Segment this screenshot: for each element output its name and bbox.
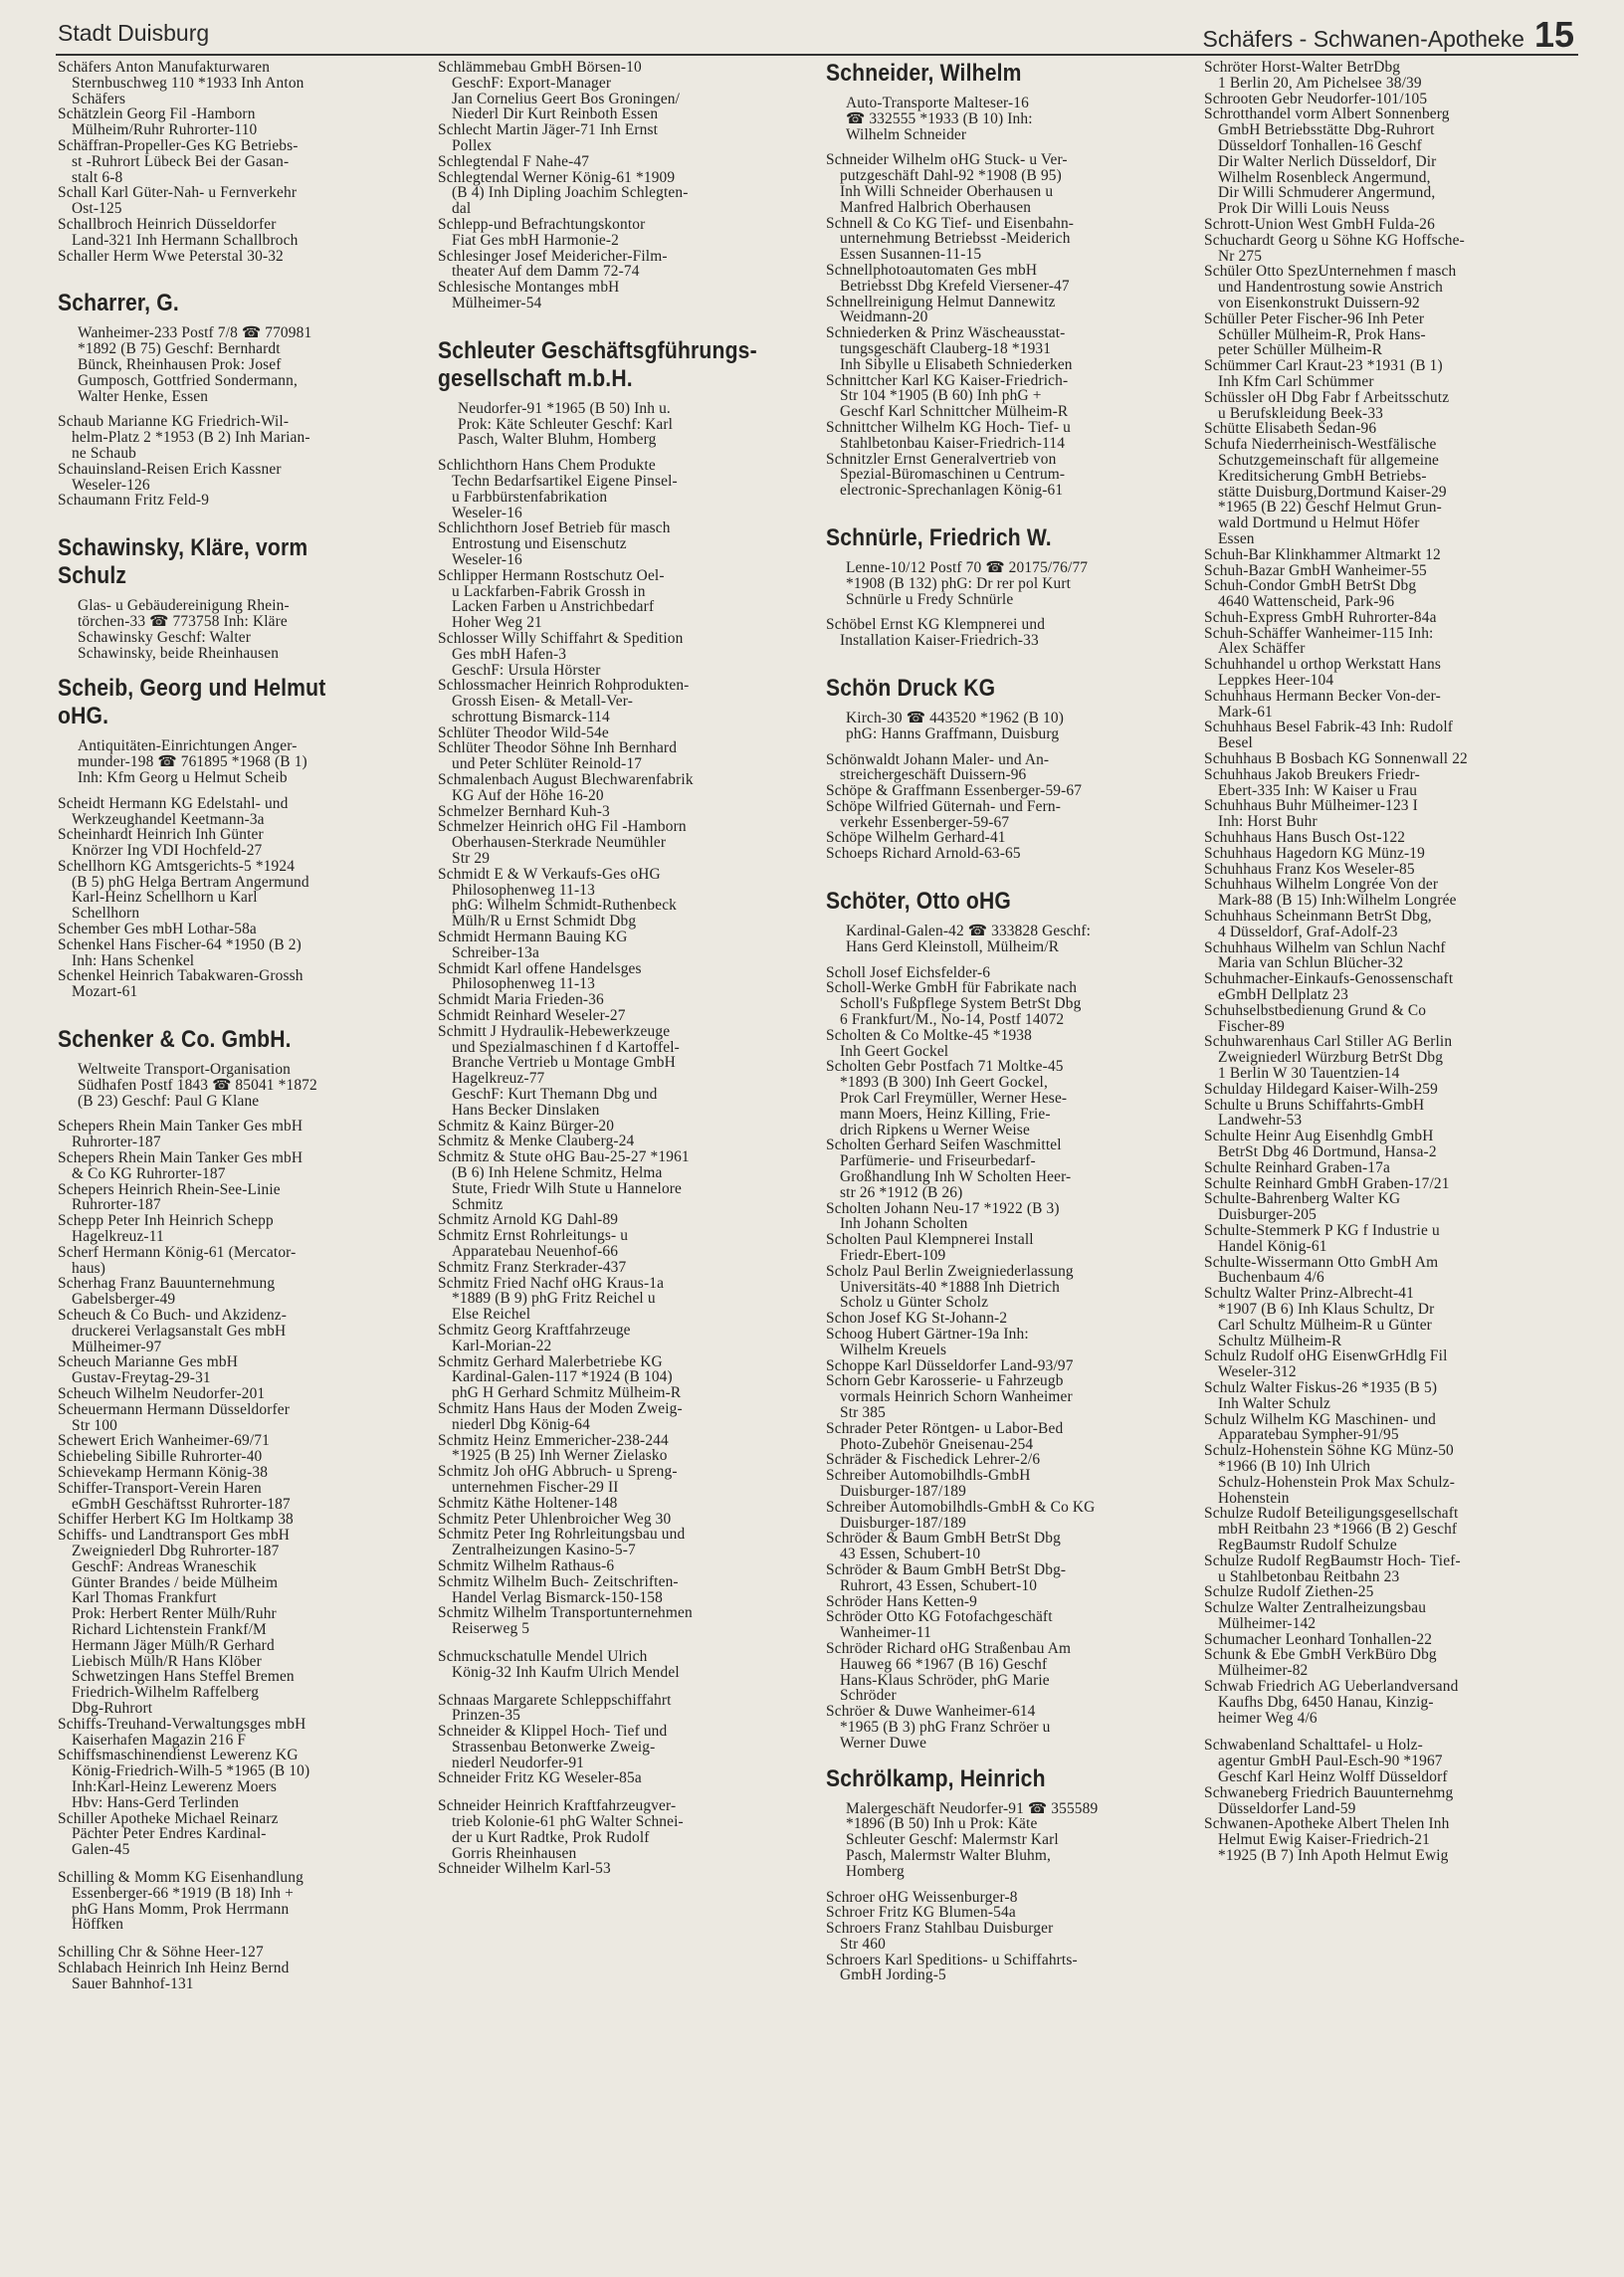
directory-entry: Schreiber Automobilhdls-GmbH & Co KG Duisburger-187/189 (826, 1498, 1096, 1532)
directory-entry: Schauinsland-Reisen Erich Kassner Weseler-126 (58, 460, 282, 494)
directory-entry: Schaub Marianne KG Friedrich-Wil- helm-Platz 2 *1953 (B 2) Inh Marian- ne Schaub (58, 413, 310, 462)
directory-entry: Schultz Walter Prinz-Albrecht-41 *1907 (B 6) Inh Klaus Schultz, Dr Carl Schultz Mülheim-R u Günter Schultz Mülheim-R (1204, 1285, 1435, 1349)
directory-entry: Scholten Gebr Postfach 71 Moltke-45 *1893 (B 300) Inh Geert Gockel, Prok Carl Freymüller, Werner Hese- mann Moers, Heinz Killing, Frie- drich Ripkens u Werner Weise (826, 1058, 1068, 1138)
directory-entry: Schlipper Hermann Rostschutz Oel- u Lackfarben-Fabrik Grossh in Lacken Farben u Anstrichbedarf Hoher Weg 21 (438, 566, 665, 632)
directory-entry: Schmitz Käthe Holtener-148 (438, 1494, 618, 1512)
directory-entry: Schnittcher Karl KG Kaiser-Friedrich- Str 104 *1905 (B 60) Inh phG + Geschf Karl Schnittcher Mülheim-R (826, 371, 1069, 421)
directory-entry: Schoeps Richard Arnold-63-65 (826, 845, 1021, 863)
display-entry-body: Auto-Transporte Malteser-16 ☎ 332555 *1933 (B 10) Inh: Wilhelm Schneider (846, 95, 1033, 143)
directory-entry: Schulte Heinr Aug Eisenhdlg GmbH BetrSt Dbg 46 Dortmund, Hansa-2 (1204, 1128, 1437, 1160)
directory-entry: Scheidt Hermann KG Edelstahl- und Werkzeughandel Keetmann-3a (58, 794, 289, 828)
display-entry-body: Neudorfer-91 *1965 (B 50) Inh u. Prok: Käte Schleuter Geschf: Karl Pasch, Walter Bluhm, Homberg (458, 399, 674, 449)
entry-spacer (438, 1681, 806, 1693)
header-rule (56, 54, 1578, 56)
directory-entry: Schröder & Baum GmbH BetrSt Dbg- Ruhrort, 43 Essen, Schubert-10 (826, 1560, 1067, 1594)
directory-entry: Schütte Elisabeth Sedan-96 (1204, 420, 1377, 438)
directory-entry: Schnellreinigung Helmut Dannewitz Weidmann-20 (826, 293, 1056, 326)
entry-spacer (58, 264, 426, 276)
directory-entry: Schlüter Theodor Söhne Inh Bernhard und Peter Schlüter Reinold-17 (438, 739, 678, 773)
display-entry-body: Malergeschäft Neudorfer-91 ☎ 355589 *1896 (B 50) Inh u Prok: Käte Schleuter Geschf: Malermstr Karl Pasch, Malermstr Walter Bluhm, Homberg (846, 1799, 1099, 1880)
directory-entry: Schulz-Hohenstein Söhne KG Münz-50 *1966 (B 10) Inh Ulrich Schulz-Hohenstein Prok Max Schulz- Hohenstein (1204, 1442, 1456, 1507)
directory-entry: Schmidt Hermann Bauing KG Schreiber-13a (438, 929, 628, 961)
directory-entry: Schrader Peter Röntgen- u Labor-Bed Photo-Zubehör Gneisenau-254 (826, 1419, 1064, 1453)
directory-entry: Schüller Peter Fischer-96 Inh Peter Schüller Mülheim-R, Prok Hans- peter Schüller Mülheim-R (1204, 310, 1426, 359)
directory-entry: Schneider & Klippel Hoch- Tief und Strassenbau Betonwerke Zweig- niederl Neudorfer-91 (438, 1723, 668, 1771)
directory-entry: Schuhhandel u orthop Werkstatt Hans Leppkes Heer-104 (1204, 656, 1441, 690)
page-header-range (1202, 14, 1574, 56)
directory-entry: Schlossmacher Heinrich Rohprodukten- Grossh Eisen- & Metall-Ver- schrottung Bismarck-114 (438, 677, 690, 725)
directory-entry: Schuhhaus Buhr Mülheimer-123 I Inh: Horst Buhr (1204, 797, 1418, 831)
directory-entry: Schröder & Baum GmbH BetrSt Dbg 43 Essen, Schubert-10 (826, 1530, 1061, 1563)
directory-entry: Scholz Paul Berlin Zweigniederlassung Universitäts-40 *1888 Inh Dietrich Scholz u Günter Scholz (826, 1262, 1074, 1312)
directory-entry: Schellhorn KG Amtsgerichts-5 *1924 (B 5) phG Helga Bertram Angermund Karl-Heinz Schellhorn u Karl Schellhorn (58, 857, 309, 923)
directory-entry: Scherf Hermann König-61 (Mercator- haus) (58, 1243, 297, 1277)
directory-entry: Schlichthorn Hans Chem Produkte Techn Bedarfsartikel Eigene Pinsel- u Farbbürstenfabrikation Weseler-16 (438, 457, 678, 521)
directory-entry: Schulte-Bahrenberg Walter KG Duisburger-205 (1204, 1190, 1401, 1224)
directory-entry: Schenkel Heinrich Tabakwaren-Grossh Mozart-61 (58, 967, 304, 1001)
directory-entry: Schiffsmaschinendienst Lewerenz KG König-Friedrich-Wilh-5 *1965 (B 10) Inh:Karl-Heinz Lewerenz Moers Hbv: Hans-Gerd Terlinden (58, 1747, 310, 1811)
directory-entry: Scholten Gerhard Seifen Waschmittel Parfümerie- und Friseurbedarf- Großhandlung Inh W Scholten Heer- str 26 *1912 (B 26) (826, 1137, 1072, 1201)
directory-entry: Scheuermann Hermann Düsseldorfer Str 100 (58, 1400, 291, 1434)
directory-entry: Schmitz Wilhelm Buch- Zeitschriften- Handel Verlag Bismarck-150-158 (438, 1572, 679, 1606)
directory-entry: Schmitz Joh oHG Abbruch- u Spreng- unternehmen Fischer-29 II (438, 1463, 678, 1496)
directory-entry: Schmitz Georg Kraftfahrzeuge Karl-Morian-22 (438, 1321, 631, 1354)
directory-entry: Schmitz Wilhelm Transportunternehmen Reiserweg 5 (438, 1604, 693, 1638)
directory-entry: Schunk & Ebe GmbH VerkBüro Dbg Mülheimer-82 (1204, 1646, 1437, 1680)
directory-entry: Schüler Otto SpezUnternehmen f masch und Handentrostung sowie Anstrich von Eisenkonstrukt Duissern-92 (1204, 263, 1457, 311)
directory-entry: Schuhwarenhaus Carl Stiller AG Berlin Zweigniederl Würzburg BetrSt Dbg 1 Berlin W 30 Tauentzien-14 (1204, 1033, 1453, 1082)
directory-entry: Schufa Niederrheinisch-Westfälische Schutzgemeinschaft für allgemeine Kreditsicherung GmbH Betriebs- stätte Duisburg,Dortmund Kaiser-29 *1965 (B 22) Geschf Helmut Grun- wald Dortmund u Helmut Höfer Essen (1204, 436, 1447, 547)
directory-entry: Schaller Herm Wwe Peterstal 30-32 (58, 247, 284, 265)
page-header-city: Stadt Duisburg (58, 20, 210, 46)
directory-entry: Schuh-Bar Klinkhammer Altmarkt 12 (1204, 545, 1441, 563)
directory-entry: Schmelzer Heinrich oHG Fil -Hamborn Oberhausen-Sterkrade Neumühler Str 29 (438, 818, 687, 868)
page-header-range-text: Schäfers - Schwanen-Apotheke (1202, 26, 1524, 52)
display-entry-body: Glas- u Gebäudereinigung Rhein- törchen-33 ☎ 773758 Inh: Kläre Schawinsky Geschf: Walter Schawinsky, beide Rheinhausen (78, 597, 290, 662)
display-entry-body: Wanheimer-233 Postf 7/8 ☎ 770981 *1892 (B 75) Geschf: Bernhardt Bünck, Rheinhausen Prok: Josef Gumposch, Gottfried Sondermann, Walter Henke, Essen (78, 324, 312, 405)
directory-entry: Schlesinger Josef Meidericher-Film- theater Auf dem Damm 72-74 (438, 247, 668, 281)
directory-entry: Schmitz Heinz Emmericher-238-244 *1925 (B 25) Inh Werner Zielasko (438, 1431, 669, 1465)
directory-entry: Schröder Otto KG Fotofachgeschäft Wanheimer-11 (826, 1608, 1053, 1642)
directory-entry: Schmitz Hans Haus der Moden Zweig- niederl Dbg König-64 (438, 1399, 683, 1433)
directory-entry: Scherhag Franz Bauunternehmung Gabelsberger-49 (58, 1275, 276, 1309)
directory-entry: Schorn Gebr Karosserie- u Fahrzeugb vormals Heinrich Schorn Wanheimer Str 385 (826, 1372, 1073, 1421)
entry-spacer (58, 509, 426, 520)
directory-entry: Schmitz Wilhelm Rathaus-6 (438, 1556, 615, 1574)
directory-entry: Schulze Rudolf Beteiligungsgesellschaft mbH Reitbahn 23 *1966 (B 2) Geschf RegBaumstr Rudolf Schulze (1204, 1505, 1459, 1553)
directory-entry: Schroer oHG Weissenburger-8 (826, 1888, 1018, 1906)
directory-entry: Schmitz Peter Uhlenbroicher Weg 30 (438, 1510, 672, 1528)
directory-entry: Schuhhaus B Bosbach KG Sonnenwall 22 (1204, 750, 1468, 768)
directory-entry: Schönwaldt Johann Maler- und An- streichergeschäft Duissern-96 (826, 750, 1050, 784)
directory-entry: Schoog Hubert Gärtner-19a Inh: Wilhelm Kreuels (826, 1326, 1029, 1358)
directory-entry: Schall Karl Güter-Nah- u Fernverkehr Ost-125 (58, 184, 298, 218)
directory-entry: Schuhhaus Besel Fabrik-43 Inh: Rudolf Besel (1204, 719, 1454, 752)
directory-entry: Schroers Karl Speditions- u Schiffahrts- GmbH Jording-5 (826, 1951, 1078, 1984)
directory-entry: Schulze Rudolf Ziethen-25 (1204, 1583, 1374, 1601)
directory-entry: Schuhhaus Scheinmann BetrSt Dbg, 4 Düsseldorf, Graf-Adolf-23 (1204, 908, 1432, 940)
directory-entry: Schroer Fritz KG Blumen-54a (826, 1904, 1016, 1922)
directory-entry: Scheinhardt Heinrich Inh Günter Knörzer Ing VDI Hochfeld-27 (58, 826, 264, 860)
directory-entry: Schulte-Wissermann Otto GmbH Am Buchenbaum 4/6 (1204, 1253, 1439, 1287)
directory-entry: Scheuch Marianne Ges mbH Gustav-Freytag-29-31 (58, 1353, 238, 1387)
directory-entry: Schuhmacher-Einkaufs-Genossenschaft eGmbH Dellplatz 23 (1204, 970, 1454, 1004)
display-entry-body: Antiquitäten-Einrichtungen Anger- munder-198 ☎ 761895 *1968 (B 1) Inh: Kfm Georg u Helmut Scheib (78, 737, 307, 786)
directory-entry: Schewert Erich Wanheimer-69/71 (58, 1432, 270, 1450)
display-entry-heading: Schön Druck KG (826, 674, 996, 702)
directory-entry: Schröder Richard oHG Straßenbau Am Hauweg 66 *1967 (B 16) Geschf Hans-Klaus Schröder, phG Marie Schröder (826, 1639, 1072, 1705)
display-entry-heading: Schenker & Co. GmbH. (58, 1026, 292, 1054)
directory-entry: Schiffs-Treuhand-Verwaltungsges mbH Kaiserhafen Magazin 216 F (58, 1715, 306, 1749)
display-entry-body: Kardinal-Galen-42 ☎ 333828 Geschf: Hans Gerd Kleinstoll, Mülheim/R (846, 923, 1092, 955)
directory-entry: Schniederken & Prinz Wäscheausstat- tungsgeschäft Clauberg-18 *1931 Inh Sibylle u Elisabeth Schniederken (826, 324, 1073, 373)
directory-entry: Schievekamp Hermann König-38 (58, 1463, 269, 1481)
directory-entry: Schuchardt Georg u Söhne KG Hoffsche- Nr 275 (1204, 231, 1465, 265)
directory-entry: Schulze Walter Zentralheizungsbau Mülheimer-142 (1204, 1599, 1427, 1632)
column-2 (438, 60, 806, 1877)
directory-entry: Schneider Heinrich Kraftfahrzeugver- trieb Kolonie-61 phG Walter Schnei- der u Kurt Radtke, Prok Rudolf Gorris Rheinhausen (438, 1797, 684, 1862)
display-entry-heading: Schneider, Wilhelm (826, 60, 1022, 87)
directory-entry: Schlabach Heinrich Inh Heinz Bernd Sauer Bahnhof-131 (58, 1959, 290, 1992)
directory-entry: Schmuckschatulle Mendel Ulrich König-32 Inh Kaufm Ulrich Mendel (438, 1647, 680, 1681)
entry-spacer (438, 311, 806, 323)
directory-entry: Schuhhaus Franz Kos Weseler-85 (1204, 860, 1415, 878)
directory-entry: Schmelzer Bernhard Kuh-3 (438, 802, 610, 820)
directory-entry: Schiffer-Transport-Verein Haren eGmbH Geschäftsst Ruhrorter-187 (58, 1479, 291, 1513)
directory-entry: Schlosser Willy Schiffahrt & Spedition Ges mbH Hafen-3 GeschF: Ursula Hörster (438, 629, 684, 679)
directory-entry: Schenkel Hans Fischer-64 *1950 (B 2) Inh: Hans Schenkel (58, 935, 302, 969)
display-entry-heading: Schawinsky, Kläre, vorm Schulz (58, 534, 308, 590)
directory-entry: Schumacher Leonhard Tonhallen-22 (1204, 1630, 1433, 1648)
directory-entry: Schuhhaus Hagedorn KG Münz-19 (1204, 844, 1425, 862)
directory-entry: Schmidt E & W Verkaufs-Ges oHG Philosophenweg 11-13 phG: Wilhelm Schmidt-Ruthenbeck Mülh/R u Ernst Schmidt Dbg (438, 865, 678, 931)
directory-entry: Schäffran-Propeller-Ges KG Betriebs- st -Ruhrort Lübeck Bei der Gasan- stalt 6-8 (58, 136, 299, 186)
directory-entry: Schöbel Ernst KG Klempnerei und Installation Kaiser-Friedrich-33 (826, 616, 1046, 650)
directory-entry: Schmitz Arnold KG Dahl-89 (438, 1211, 619, 1229)
directory-entry: Schuhhaus Hans Busch Ost-122 (1204, 829, 1406, 847)
entry-spacer (826, 862, 1194, 874)
directory-entry: Schoppe Karl Düsseldorfer Land-93/97 (826, 1356, 1074, 1374)
directory-entry: Schmitz & Stute oHG Bau-25-27 *1961 (B 6) Inh Helene Schmitz, Helma Stute, Friedr Wilh Stute u Hannelore Schmitz (438, 1148, 690, 1213)
directory-entry: Schümmer Carl Kraut-23 *1931 (B 1) Inh Kfm Carl Schümmer (1204, 357, 1443, 390)
directory-entry: Schmitz Fried Nachf oHG Kraus-1a *1889 (B 9) phG Fritz Reichel u Else Reichel (438, 1274, 665, 1324)
directory-entry: Schneider Wilhelm Karl-53 (438, 1860, 611, 1878)
directory-entry: Schepers Rhein Main Tanker Ges mbH & Co KG Ruhrorter-187 (58, 1149, 304, 1182)
directory-entry: Schulze Rudolf RegBaumstr Hoch- Tief- u Stahlbetonbau Reitbahn 23 (1204, 1552, 1461, 1585)
directory-entry: Schnellphotoautomaten Ges mbH Betriebsst Dbg Krefeld Viersener-47 (826, 261, 1070, 295)
directory-entry: Scheuch Wilhelm Neudorfer-201 (58, 1385, 266, 1402)
directory-entry: Schmitz Franz Sterkrader-437 (438, 1258, 627, 1276)
directory-entry: Schon Josef KG St-Johann-2 (826, 1310, 1008, 1328)
directory-entry: Schroers Franz Stahlbau Duisburger Str 460 (826, 1920, 1054, 1953)
column-1 (58, 60, 426, 1991)
directory-entry: Schiebeling Sibille Ruhrorter-40 (58, 1448, 263, 1466)
directory-entry: Schmalenbach August Blechwarenfabrik KG Auf der Höhe 16-20 (438, 771, 694, 804)
display-entry-heading: Schrölkamp, Heinrich (826, 1764, 1046, 1792)
directory-entry: Schöpe & Graffmann Essenberger-59-67 (826, 782, 1083, 800)
entry-spacer (826, 649, 1194, 661)
directory-entry: Schaumann Fritz Feld-9 (58, 492, 210, 510)
display-entry-body: Lenne-10/12 Postf 70 ☎ 20175/76/77 *1908 (B 132) phG: Dr rer pol Kurt Schnürle u Fredy Schnürle (846, 558, 1089, 608)
directory-entry: Schuhhaus Wilhelm Longrée Von der Mark-88 (B 15) Inh:Wilhelm Longrée (1204, 876, 1457, 910)
display-entry-heading: Schleuter Geschäftsgführungs- gesellschaft m.b.H. (438, 336, 757, 392)
directory-entry: Schrooten Gebr Neudorfer-101/105 (1204, 90, 1428, 107)
directory-entry: Schulz Rudolf oHG EisenwGrHdlg Fil Weseler-312 (1204, 1347, 1448, 1381)
directory-entry: Scholl Josef Eichsfelder-6 (826, 963, 991, 981)
directory-entry: Schiffs- und Landtransport Ges mbH Zweigniederl Dbg Ruhrorter-187 GeschF: Andreas Wraneschik Günter Brandes / beide Mülheim Karl Thomas Frankfurt Prok: Herbert Renter Mülh/Ruhr Richard Lichtenstein Frankf/M Hermann Jäger Mülh/R Gerhard Liebisch Mülh/R Hans Klöber Schwetzingen Hans Steffel Bremen Friedrich-Wilhelm Raffelberg Dbg-Ruhrort (58, 1527, 295, 1717)
column-4 (1204, 60, 1580, 1864)
entry-spacer (826, 499, 1194, 511)
directory-entry: Schröder Hans Ketten-9 (826, 1592, 978, 1610)
directory-entry: Schmitz Ernst Rohrleitungs- u Apparatebau Neuenhof-66 (438, 1227, 629, 1260)
directory-entry: Schüssler oH Dbg Fabr f Arbeitsschutz u Berufskleidung Beek-33 (1204, 388, 1450, 422)
directory-entry: Schlepp-und Befrachtungskontor Fiat Ges mbH Harmonie-2 (438, 215, 646, 249)
directory-entry: Schlüter Theodor Wild-54e (438, 724, 609, 741)
directory-entry: Schuhhaus Jakob Breukers Friedr- Ebert-335 Inh: W Kaiser u Frau (1204, 765, 1420, 799)
directory-entry: Schulday Hildegard Kaiser-Wilh-259 (1204, 1080, 1438, 1098)
directory-entry: Schulte Reinhard GmbH Graben-17/21 (1204, 1174, 1450, 1192)
directory-entry: Schuh-Condor GmbH BetrSt Dbg 4640 Wattenscheid, Park-96 (1204, 577, 1417, 611)
directory-entry: Schulte-Stemmerk P KG f Industrie u Handel König-61 (1204, 1221, 1440, 1255)
directory-entry: Schepers Rhein Main Tanker Ges mbH Ruhrorter-187 (58, 1118, 304, 1151)
display-entry-body: Weltweite Transport-Organisation Südhafen Postf 1843 ☎ 85041 *1872 (B 23) Geschf: Paul G Klane (78, 1061, 317, 1110)
directory-entry: Schmitz Peter Ing Rohrleitungsbau und Zentralheizungen Kasino-5-7 (438, 1526, 686, 1559)
directory-entry: Schulte Reinhard Graben-17a (1204, 1158, 1390, 1176)
directory-entry: Schlecht Martin Jäger-71 Inh Ernst Pollex (438, 121, 659, 154)
directory-entry: Schuh-Bazar GmbH Wanheimer-55 (1204, 561, 1427, 579)
directory-entry: Schlesische Montanges mbH Mülheimer-54 (438, 279, 620, 311)
directory-entry: Scholten Paul Klempnerei Install Friedr-Ebert-109 (826, 1231, 1034, 1265)
entry-spacer (58, 1000, 426, 1012)
directory-entry: Schuh-Express GmbH Ruhrorter-84a (1204, 608, 1437, 626)
directory-entry: Scholten Johann Neu-17 *1922 (B 3) Inh Johann Scholten (826, 1199, 1060, 1233)
directory-entry: Schuhselbstbedienung Grund & Co Fischer-89 (1204, 1001, 1427, 1035)
directory-entry: Schnittcher Wilhelm KG Hoch- Tief- u Stahlbetonbau Kaiser-Friedrich-114 (826, 418, 1072, 452)
directory-entry: Schätzlein Georg Fil -Hamborn Mülheim/Ruhr Ruhrorter-110 (58, 105, 258, 139)
directory-entry: Schlämmebau GmbH Börsen-10 GeschF: Export-Manager Jan Cornelius Geert Bos Groningen/ Niederl Dir Kurt Reinboth Essen (438, 59, 681, 123)
directory-entry: Schmidt Reinhard Weseler-27 (438, 1007, 626, 1025)
directory-entry: Schepp Peter Inh Heinrich Schepp Hagelkreuz-11 (58, 1212, 274, 1246)
directory-entry: Schnell & Co KG Tief- und Eisenbahn- unternehmung Betriebsst -Meiderich Essen Susannen-11-15 (826, 214, 1075, 264)
directory-entry: Schlichthorn Josef Betrieb für masch Entrostung und Eisenschutz Weseler-16 (438, 519, 671, 568)
directory-entry: Schmidt Karl offene Handelsges Philosophenweg 11-13 (438, 959, 642, 993)
directory-entry: Schlegtendal Werner König-61 *1909 (B 4) Inh Dipling Joachim Schlegten- dal (438, 168, 689, 218)
directory-entry: Schiffer Herbert KG Im Holtkamp 38 (58, 1511, 294, 1529)
directory-entry: Schallbroch Heinrich Düsseldorfer Land-321 Inh Hermann Schallbroch (58, 215, 299, 249)
directory-entry: Schräder & Fischedick Lehrer-2/6 (826, 1451, 1041, 1469)
directory-entry: Schilling Chr & Söhne Heer-127 (58, 1944, 264, 1962)
directory-entry: Schrotthandel vorm Albert Sonnenberg GmbH Betriebsstätte Dbg-Ruhrort Düsseldorf Tonhallen-16 Geschf Dir Walter Nerlich Düsseldorf, Dir Wilhelm Rosenbleck Angermund, Dir Willi Schmuderer Angermund, Prok Dir Willi Louis Neuss (1204, 105, 1450, 218)
directory-entry: Schlegtendal F Nahe-47 (438, 152, 590, 170)
directory-entry: Schepers Heinrich Rhein-See-Linie Ruhrorter-187 (58, 1180, 281, 1214)
directory-entry: Scholten & Co Moltke-45 *1938 Inh Geert Gockel (826, 1026, 1032, 1060)
directory-entry: Schulz Wilhelm KG Maschinen- und Apparatebau Sympher-91/95 (1204, 1410, 1437, 1444)
directory-entry: Schreiber Automobilhdls-GmbH Duisburger-187/189 (826, 1467, 1031, 1500)
directory-entry: Schröer & Duwe Wanheimer-614 *1965 (B 3) phG Franz Schröer u Werner Duwe (826, 1703, 1051, 1752)
display-entry-body: Kirch-30 ☎ 443520 *1962 (B 10) phG: Hanns Graffmann, Duisburg (846, 709, 1065, 742)
directory-entry: Schmitz Gerhard Malerbetriebe KG Kardinal-Galen-117 *1924 (B 104) phG H Gerhard Schmitz Mülheim-R (438, 1352, 682, 1402)
directory-entry: Schöpe Wilfried Güternah- und Fern- verkehr Essenberger-59-67 (826, 797, 1061, 831)
display-entry-heading: Scheib, Georg und Helmut oHG. (58, 675, 326, 730)
directory-entry: Schuh-Schäffer Wanheimer-115 Inh: Alex Schäffer (1204, 624, 1434, 658)
directory-entry: Schuhhaus Hermann Becker Von-der- Mark-61 (1204, 687, 1441, 721)
directory-entry: Scheuch & Co Buch- und Akzidenz- druckerei Verlagsanstalt Ges mbH Mülheimer-97 (58, 1307, 288, 1355)
directory-entry: Schwaneberg Friedrich Bauunternehmg Düsseldorfer Land-59 (1204, 1783, 1454, 1817)
directory-entry: Schulz Walter Fiskus-26 *1935 (B 5) Inh Walter Schulz (1204, 1378, 1438, 1412)
directory-entry: Schnaas Margarete Schleppschiffahrt Prinzen-35 (438, 1691, 672, 1725)
directory-entry: Schröter Horst-Walter BetrDbg 1 Berlin 20, Am Pichelsee 38/39 (1204, 59, 1422, 92)
page-number: 15 (1533, 14, 1574, 55)
directory-entry: Schiller Apotheke Michael Reinarz Pächter Peter Endres Kardinal- Galen-45 (58, 1809, 279, 1859)
directory-entry: Schmitz & Menke Clauberg-24 (438, 1133, 635, 1150)
directory-entry: Schöpe Wilhelm Gerhard-41 (826, 829, 1006, 847)
display-entry-heading: Scharrer, G. (58, 290, 179, 317)
directory-entry: Schmidt Maria Frieden-36 (438, 991, 604, 1009)
directory-entry: Schmitz & Kainz Bürger-20 (438, 1117, 615, 1135)
directory-entry: Schuhhaus Wilhelm van Schlun Nachf Maria van Schlun Blücher-32 (1204, 938, 1446, 972)
directory-entry: Schwanen-Apotheke Albert Thelen Inh Helmut Ewig Kaiser-Friedrich-21 *1925 (B 7) Inh Apoth Helmut Ewig (1204, 1815, 1450, 1865)
directory-entry: Schwabenland Schalttafel- u Holz- agentur GmbH Paul-Esch-90 *1967 Geschf Karl Heinz Wolff Düsseldorf (1204, 1737, 1448, 1786)
directory-entry: Schulte u Bruns Schiffahrts-GmbH Landwehr-53 (1204, 1096, 1425, 1130)
directory-entry: Schneider Wilhelm oHG Stuck- u Ver- putzgeschäft Dahl-92 *1908 (B 95) Inh Willi Schneider Oberhausen u Manfred Halbrich Oberhausen (826, 151, 1068, 216)
directory-entry: Schneider Fritz KG Weseler-85a (438, 1769, 642, 1787)
directory-entry: Schnitzler Ernst Generalvertrieb von Spezial-Büromaschinen u Centrum- electronic-Sprechanlagen König-61 (826, 450, 1066, 500)
column-3 (826, 60, 1194, 1983)
directory-entry: Schmitt J Hydraulik-Hebewerkzeuge und Spezialmaschinen f d Kartoffel- Branche Vertrieb u Montage GmbH Hagelkreuz-77 GeschF: Kurt Themann Dbg und Hans Becker Dinslaken (438, 1022, 680, 1119)
directory-entry: Schäfers Anton Manufakturwaren Sternbuschweg 110 *1933 Inh Anton Schäfers (58, 59, 304, 107)
directory-entry: Schrott-Union West GmbH Fulda-26 (1204, 215, 1435, 233)
directory-entry: Schwab Friedrich AG Ueberlandversand Kaufhs Dbg, 6450 Hanau, Kinzig- heimer Weg 4/6 (1204, 1678, 1459, 1727)
display-entry-heading: Schöter, Otto oHG (826, 888, 1012, 916)
directory-entry: Scholl-Werke GmbH für Fabrikate nach Scholl's Fußpflege System BetrSt Dbg 6 Frankfurt/M., No-14, Postf 14072 (826, 979, 1082, 1029)
directory-entry: Schilling & Momm KG Eisenhandlung Essenberger-66 *1919 (B 18) Inh + phG Hans Momm, Prok Herrmann Höffken (58, 1868, 304, 1934)
directory-entry: Schember Ges mbH Lothar-58a (58, 921, 257, 938)
display-entry-heading: Schnürle, Friedrich W. (826, 523, 1052, 551)
